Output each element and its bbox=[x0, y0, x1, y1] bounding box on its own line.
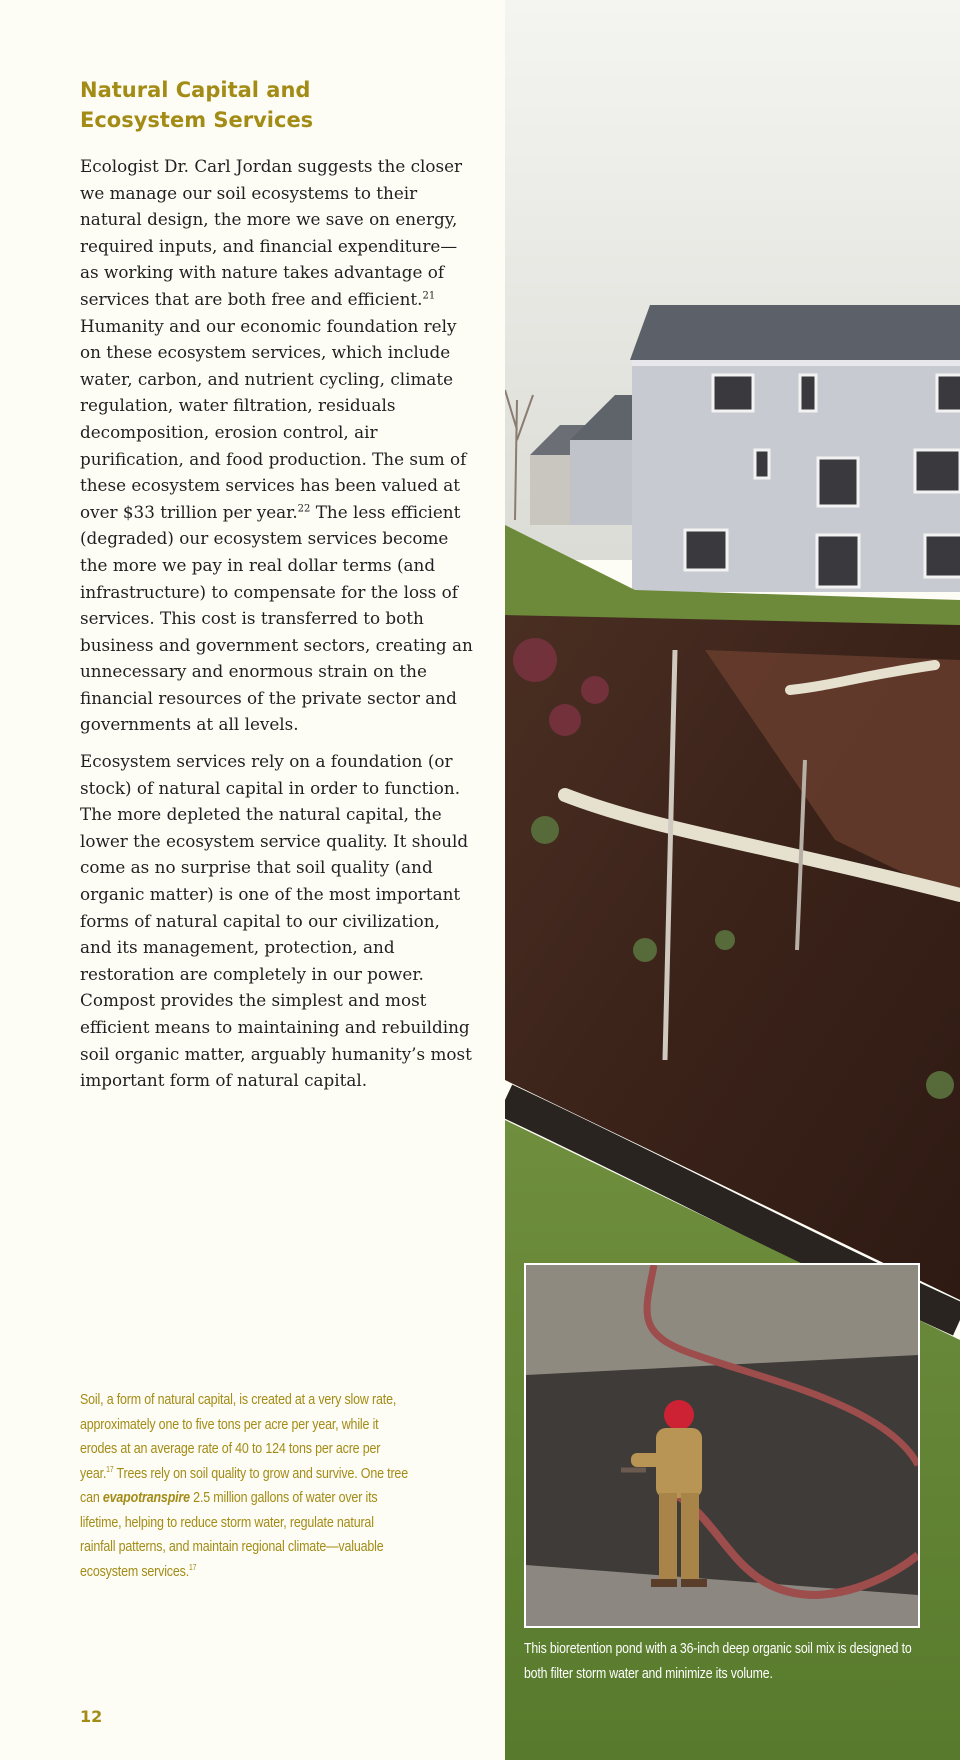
footnote-ref: 17 bbox=[189, 1562, 197, 1572]
body-text bbox=[80, 153, 475, 1104]
paragraph-1-part-3: The less efficient (degraded) our ecosystem services become the more we pay in real dollar terms (and infrastructure) to compensate for the loss of services. This cost is transferred to both business and government sectors, creating an unnecessary and enormous strain on the financial resources of the private sector and governments at all levels. bbox=[80, 501, 473, 735]
paragraph-2: Ecosystem services rely on a foundation (or stock) of natural capital in order to function. The more depleted the natural capital, the lower the ecosystem service quality. It should come as no surprise that soil quality (and organic matter) is one of the most important forms of natural capital to our civilization, and its management, protection, and restoration are completely in our power. Compost provides the simplest and most efficient means to maintaining and rebuilding soil organic matter, arguably humanity’s most important form of natural capital. bbox=[80, 751, 472, 1091]
paragraph-1-part-2: Humanity and our economic foundation rely on these ecosystem services, which include water, carbon, and nutrient cycling, climate regulation, water filtration, residuals decomposition, erosion control, air purification, and food production. The sum of these ecosystem services has been valued at over $33 trillion per year. bbox=[80, 315, 467, 522]
footnote-ref: 17 bbox=[106, 1464, 114, 1474]
photo-caption: This bioretention pond with a 36-inch deep organic soil mix is designed to both filter storm water and minimize its volume. bbox=[524, 1641, 912, 1682]
inset-photo bbox=[524, 1263, 920, 1628]
page-number: 12 bbox=[80, 1707, 103, 1726]
sidebar-note bbox=[80, 1388, 410, 1584]
sidebar-part-2: Trees rely on soil quality to grow and survive. One tree can bbox=[80, 1465, 408, 1506]
worker-spraying-illustration bbox=[526, 1265, 918, 1626]
sidebar-part-1: Soil, a form of natural capital, is created at a very slow rate, approximately one to five tons per acre per year, while it erodes at an average rate of 40 to 124 tons per acre per year. bbox=[80, 1392, 397, 1482]
sidebar-emphasis: evapotranspire bbox=[102, 1490, 190, 1506]
section-heading: Natural Capital and Ecosystem Services bbox=[80, 78, 314, 132]
sidebar-part-3: 2.5 million gallons of water over its lifetime, helping to reduce storm water, regulate natural rainfall patterns, and maintain regional climate—valuable ecosystem services. bbox=[80, 1490, 384, 1580]
footnote-ref: 21 bbox=[422, 290, 436, 302]
paragraph-1 bbox=[80, 153, 475, 738]
footnote-ref: 22 bbox=[297, 503, 311, 515]
paragraph-1-part-1: Ecologist Dr. Carl Jordan suggests the closer we manage our soil ecosystems to their natural design, the more we save on energy, required inputs, and financial expenditure—as working with nature takes advantage of services that are both free and efficient. bbox=[80, 156, 463, 309]
